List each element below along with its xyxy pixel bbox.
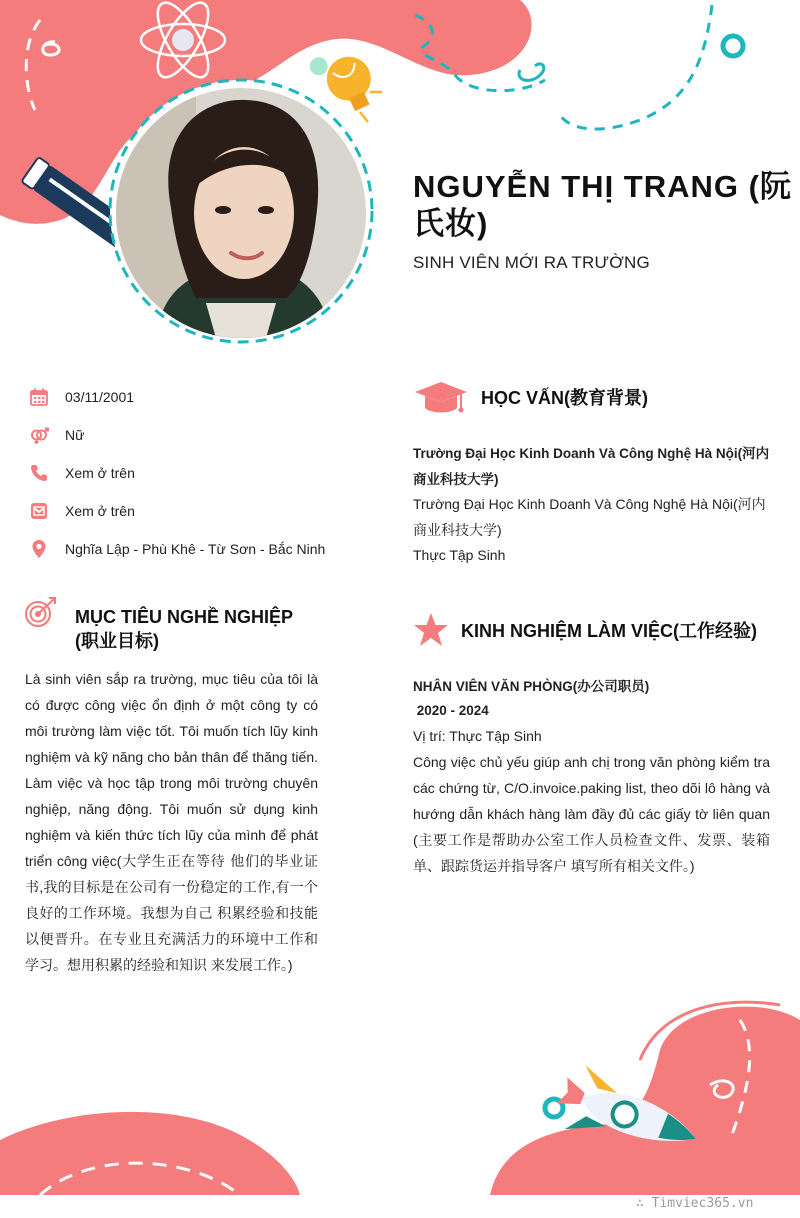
address-text: Nghĩa Lập - Phù Khê - Từ Sơn - Bắc Ninh <box>65 541 326 557</box>
education-role: Thực Tập Sinh <box>413 547 506 563</box>
star-icon <box>413 612 449 648</box>
experience-description: Công việc chủ yếu giúp anh chị trong văn phòng kiểm tra các chứng từ, C/O.invoice.paking list, theo dõi lô hàng và hướng dẫn khách hàng làm đầy đủ các giấy tờ liên quan (主要工作是帮助办公室工作人员检查文件、发票、装箱单、跟踪货运并指导客户 填写所有相关文件。) <box>413 754 770 874</box>
candidate-name: NGUYỄN THỊ TRANG (阮氏妆) <box>413 169 792 241</box>
phone-icon <box>28 462 50 484</box>
objective-heading: MỤC TIÊU NGHỀ NGHIỆP (职业目标) <box>75 607 293 651</box>
contact-dob-row <box>28 385 358 409</box>
education-school: Trường Đại Học Kinh Doanh Và Công Nghệ Hà Nội(河内商业科技大学) <box>413 496 766 538</box>
experience-heading: KINH NGHIỆM LÀM VIỆC(工作经验) <box>461 621 757 641</box>
dob-text: 03/11/2001 <box>65 389 135 405</box>
candidate-title: SINH VIÊN MỚI RA TRƯỜNG <box>413 253 650 272</box>
graduation-cap-icon <box>413 380 469 416</box>
email-text: Xem ở trên <box>65 503 135 519</box>
calendar-icon <box>28 386 50 408</box>
gender-icon <box>28 424 50 446</box>
education-school-bold: Trường Đại Học Kinh Doanh Và Công Nghệ Hà Nội(河内商业科技大学) <box>413 446 770 487</box>
objective-text: Là sinh viên sắp ra trường, mục tiêu của tôi là có được công việc ổn định ở một công ty có môi trường làm việc tốt. Tôi muốn tích lũy kinh nghiệm và kỹ năng cho bản thân để thăng tiến. Làm việc và học tập trong môi trường chuyên nghiệp, năng động. Tôi muốn sử dụng kinh nghiệm và kiến thức tích lũy của mình để phát triển công việc(大学生正在等待 他们的毕业证书,我的目标是在公司有一份稳定的工作,有一个良好的工作环境。我想为自己 积累经验和技能以便晋升。在专业且充满活力的环境中工作和学习。想用积累的经验和知识 来发展工作。) <box>25 671 318 973</box>
experience-position: NHÂN VIÊN VĂN PHÒNG(办公司职员) <box>413 679 650 694</box>
profile-photo <box>116 88 366 338</box>
contact-email-row <box>28 499 358 523</box>
experience-role: Vị trí: Thực Tập Sinh <box>413 728 542 744</box>
target-icon <box>24 596 58 630</box>
contact-address-row <box>28 537 358 561</box>
watermark-text: ∴ Timviec365.vn <box>636 1196 754 1211</box>
footer-decoration <box>0 990 800 1218</box>
education-heading: HỌC VẤN(教育背景) <box>481 388 648 408</box>
contact-gender-row <box>28 423 358 447</box>
gender-text: Nữ <box>65 427 85 443</box>
contact-phone-row <box>28 461 358 485</box>
map-pin-icon <box>28 538 50 560</box>
envelope-icon <box>28 500 50 522</box>
phone-text: Xem ở trên <box>65 465 135 481</box>
experience-period: 2020 - 2024 <box>413 703 489 718</box>
